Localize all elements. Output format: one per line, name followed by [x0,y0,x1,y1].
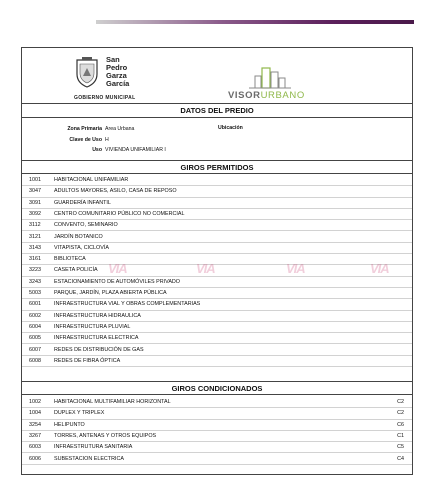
table-row: 3161 BIBLIOTECA [22,254,412,265]
top-decorative-bar [96,20,414,24]
sheet-header [22,48,412,104]
permitidos-title: GIROS PERMITIDOS [22,160,412,174]
zona-value: Area Urbana [105,126,135,132]
table-row: 6008 REDES DE FIBRA ÓPTICA [22,356,412,367]
table-row: 3092 CENTRO COMUNITARIO PÚBLICO NO COMERCIAL [22,209,412,220]
zona-label: Zona Primaria [67,126,102,132]
table-row: 6001 INFRAESTRUCTURA VIAL Y OBRAS COMPLEMENTARIAS [22,299,412,310]
uso-value: VIVIENDA UNIFAMILIAR I [105,147,166,153]
predio-sheet [21,47,413,475]
table-row: 6002 INFRAESTRUCTURA HIDRAULICA [22,311,412,322]
table-row: 3243 ESTACIONAMIENTO DE AUTOMÓVILES PRIVADO [22,277,412,288]
uso-label: Uso [92,147,102,153]
watermark-text: VIA [108,261,127,276]
municipality-logo-text: San Pedro Garza García [106,55,130,88]
visor-urbano-wordmark: VISORURBANO [228,90,305,101]
gov-label: GOBIERNO MUNICIPAL [74,95,136,101]
table-row: 1002 HABITACIONAL MULTIFAMILIAR HORIZONTAL C2 [22,397,412,408]
table-row: 3143 VITAPISTA, CICLOVÍA [22,243,412,254]
table-row: 3112 CONVENTO, SEMINARIO [22,220,412,231]
clave-value: H [105,137,109,143]
table-row: 3254 HELIPUNTO C6 [22,420,412,431]
table-row: 6006 SUBESTACION ELECTRICA C4 [22,454,412,465]
ubicacion-label: Ubicación [218,125,243,131]
table-row: 1004 DUPLEX Y TRIPLEX C2 [22,408,412,419]
watermark-text: VIA [196,261,215,276]
clave-label: Clave de Uso [69,137,102,143]
watermark-text: VIA [286,261,305,276]
table-row: 5003 PARQUE, JARDÍN, PLAZA ABIERTA PÚBLICA [22,288,412,299]
table-row: 3121 JARDÍN BOTANICO [22,232,412,243]
condicionados-title: GIROS CONDICIONADOS [22,381,412,395]
table-row: 6007 REDES DE DISTRIBUCIÓN DE GAS [22,345,412,356]
municipal-crest-icon [74,56,100,88]
table-row: 6003 INFRAESTRUTURA SANITARIA C5 [22,442,412,453]
table-row: 3047 ADULTOS MAYORES, ASILO, CASA DE REPOSO [22,186,412,197]
table-row: 6004 INFRAESTRUCTURA PLUVIAL [22,322,412,333]
table-row: 1001 HABITACIONAL UNIFAMILIAR [22,175,412,186]
table-row: 3267 TORRES, ANTENAS Y OTROS EQUIPOS C1 [22,431,412,442]
watermark-text: VIA [370,261,389,276]
datos-title: DATOS DEL PREDIO [22,104,412,118]
table-row: 3091 GUARDERÍA INFANTIL [22,198,412,209]
table-row: 6005 INFRAESTRUCTURA ELECTRICA [22,333,412,344]
table-row: 3223 CASETA POLICÍA [22,265,412,276]
